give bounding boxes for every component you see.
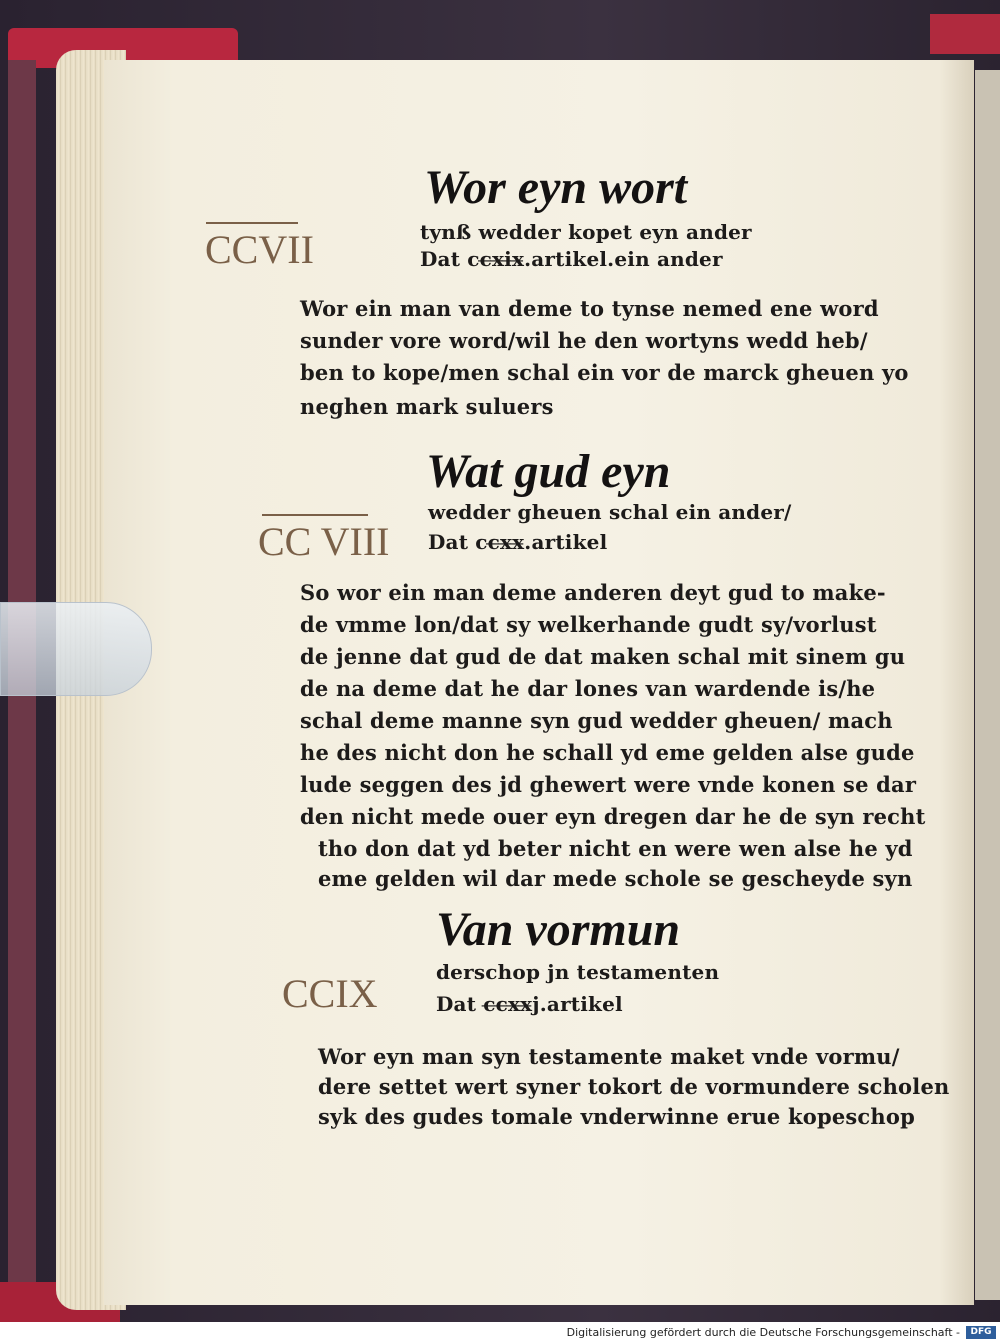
funding-note: Digitalisierung gefördert durch die Deutsche Forschungsgemeinschaft - <box>566 1326 960 1339</box>
body-line: de vmme lon/dat sy welkerhande gudt sy/vorlust <box>300 612 877 637</box>
body-line: schal deme manne syn gud wedder gheuen/ mach <box>300 708 893 733</box>
section-heading-large: Van vormun <box>436 903 681 956</box>
body-line: den nicht mede ouer eyn dregen dar he de syn recht <box>300 804 926 829</box>
section-heading-line: derschop jn testamenten <box>436 960 720 984</box>
body-line: de na deme dat he dar lones van wardende is/he <box>300 676 876 701</box>
marginal-number: CCIX <box>282 971 378 1016</box>
footer-bar <box>0 1322 1000 1342</box>
glass-bookmark <box>0 602 152 696</box>
marginal-rule <box>262 514 368 516</box>
body-line: sunder vore word/wil he den wortyns wedd heb/ <box>300 328 868 353</box>
section-heading-line: Dat cc̶x̶i̶x̶.artikel.ein ander <box>420 247 723 271</box>
body-line: Wor ein man van deme to tynse nemed ene word <box>300 296 879 321</box>
section-heading-large: Wor eyn wort <box>424 161 688 214</box>
section-heading-line: Dat c̶c̶x̶x̶j.artikel <box>436 992 623 1016</box>
dfg-logo[interactable]: DFG <box>966 1326 996 1339</box>
marginal-rule <box>206 222 298 224</box>
body-line: So wor ein man deme anderen deyt gud to make- <box>300 580 886 605</box>
marginal-number: CCVII <box>205 227 314 272</box>
body-line: neghen mark suluers <box>300 394 554 419</box>
body-line: dere settet wert syner tokort de vormundere scholen <box>318 1074 950 1099</box>
facing-page-edge <box>975 70 1000 1300</box>
section-heading-line: wedder gheuen schal ein ander/ <box>428 500 792 524</box>
body-line: ben to kope/men schal ein vor de marck gheuen yo <box>300 360 909 385</box>
section-heading-large: Wat gud eyn <box>426 445 671 498</box>
section-heading-line: tynß wedder kopet eyn ander <box>420 220 752 244</box>
body-line: he des nicht don he schall yd eme gelden alse gude <box>300 740 915 765</box>
body-line: de jenne dat gud de dat maken schal mit sinem gu <box>300 644 906 669</box>
body-line: lude seggen des jd ghewert were vnde konen se dar <box>300 772 917 797</box>
cover-corner-right <box>930 14 1000 54</box>
marginal-number: CC VIII <box>258 519 390 564</box>
body-line: syk des gudes tomale vnderwinne erue kopeschop <box>318 1104 915 1129</box>
section-heading-line: Dat cc̶x̶x̶.artikel <box>428 530 608 554</box>
body-line: eme gelden wil dar mede schole se gescheyde syn <box>318 866 913 891</box>
body-line: Wor eyn man syn testamente maket vnde vormu/ <box>318 1044 900 1069</box>
body-line: tho don dat yd beter nicht en were wen alse he yd <box>318 836 913 861</box>
